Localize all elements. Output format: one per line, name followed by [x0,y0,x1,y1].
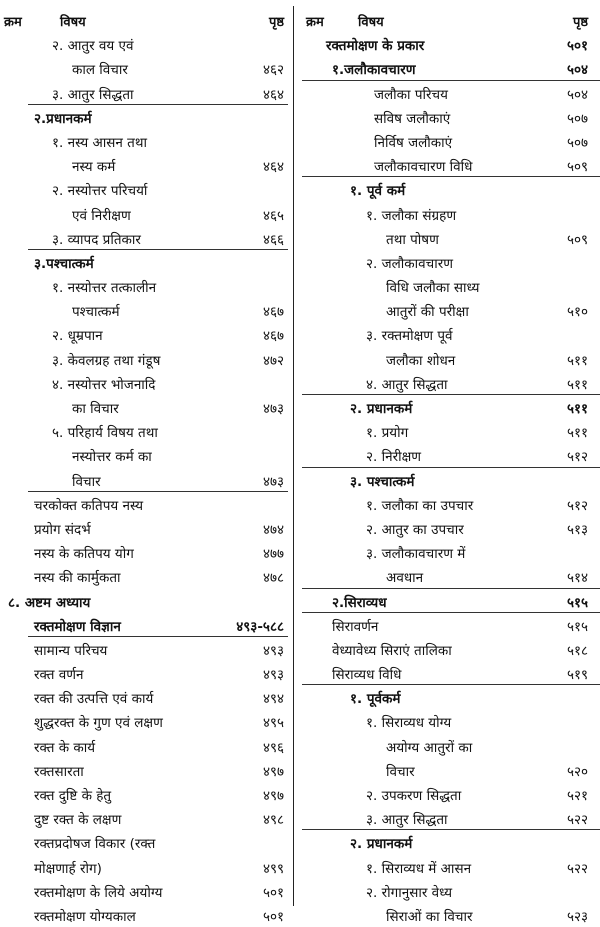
entry-title: सामान्य परिचय [34,642,108,659]
entry-page: ५२३ [566,908,588,925]
entry-page: ५०७ [566,134,588,151]
toc-entry [0,322,288,346]
toc-entry [0,589,288,613]
entry-page: ५१४ [566,570,588,587]
entry-page: ५१३ [566,521,588,538]
entry-title: ४. आतुर सिद्धता [366,376,448,393]
toc-entry [0,56,288,80]
entry-title: रक्तसारता [34,763,84,780]
entry-title: ३. आतुर सिद्धता [52,86,134,103]
entry-page: ५११ [566,352,588,369]
toc-entry [0,105,288,129]
entry-page: ५२१ [566,788,588,804]
entry-title: नस्य के कतिपय योग [34,546,134,563]
entry-title: ३. व्यापद प्रतिकार [52,231,141,248]
toc-entry [302,661,600,685]
toc-entry [302,613,600,637]
entry-page: ५०४ [566,86,588,103]
toc-entry [302,685,600,709]
entry-page: ५०१ [262,908,284,925]
entry-title: शुद्धरक्त के गुण एवं लक्षण [34,715,163,732]
entry-title: २. उपकरण सिद्धता [366,788,462,804]
entry-title: सिराओं का विचार [386,908,473,925]
entry-title: रक्तप्रदोषज विकार (रक्त [34,836,156,853]
entry-title: रक्त वर्णन [34,667,84,684]
entry-title: १. जलौका संग्रहण [366,207,457,224]
entry-title: २. जलौकावचारण [366,255,453,272]
entry-page: ४७३ [262,401,284,417]
toc-entry [0,177,288,201]
toc-entry [0,855,288,879]
entry-title: १.जलौकावचारण [332,62,416,79]
entry-title: ३. केवलग्रह तथा गंडूष [52,352,161,369]
toc-entry [302,492,600,516]
toc-entry [302,709,600,733]
toc-entry [302,443,600,467]
toc-entry [302,830,600,854]
entry-title: २. निरीक्षण [366,449,422,466]
entry-page: ४६४ [262,159,284,176]
entry-title: २. आतुर का उपचार [366,521,464,538]
toc-entry [302,105,600,129]
toc-entry [0,903,288,927]
entry-title: मोक्षणार्ह रोग) [34,860,102,877]
toc-entry [0,709,288,733]
entry-page: ४९३ [262,667,284,684]
entry-page: ४६२ [262,62,284,79]
entry-title: निर्विष जलौकाएं [374,134,453,151]
entry-title: २.प्रधानकर्म [34,110,92,127]
entry-title: नस्य की कार्मुकता [34,570,121,587]
entry-page: ४९३ [262,642,284,659]
entry-page: ५०९ [566,159,588,176]
toc-entry [0,685,288,709]
entry-page: ५२२ [566,812,588,829]
entry-page: ४९९ [262,860,284,877]
toc-entry [302,806,600,830]
toc-entry [302,202,600,226]
toc-entry [302,419,600,443]
entry-title: २. धूम्रपान [52,328,103,345]
entry-title: सिराव्यध विधि [332,667,402,684]
prishth-header: पृष्ठ [572,15,588,30]
toc-entry [0,395,288,419]
entry-title: १. पूर्व कर्म [350,183,406,200]
entry-title: नस्य कर्म [72,159,116,176]
toc-entry [0,419,288,443]
toc-entry [302,564,600,588]
toc-entry [0,274,288,298]
entry-page: ४९३-५८८ [236,618,284,635]
entry-page: ४९७ [262,763,284,780]
entry-page: ५२२ [566,860,588,877]
entry-title: रक्त दुष्टि के हेतु [34,788,112,804]
toc-entry [302,855,600,879]
entry-page: ५१२ [566,497,588,514]
entry-page: ४७३ [262,473,284,490]
entry-title: विचार [72,473,101,490]
entry-page: ४६७ [262,328,284,345]
toc-entry [302,782,600,806]
toc-entry [0,347,288,371]
toc-entry [0,613,288,637]
toc-entry [0,81,288,105]
entry-title: एवं निरीक्षण [72,207,131,224]
toc-entry [302,589,600,613]
toc-entry [0,879,288,903]
entry-page: ४६४ [262,86,284,103]
entry-title: रक्तमोक्षण के प्रकार [326,38,425,55]
entry-page: ४७४ [262,521,284,538]
entry-page: ५१५ [566,618,588,635]
entry-title: प्रयोग संदर्भ [34,521,91,538]
toc-entry [0,32,288,56]
entry-page: ५२० [566,763,588,780]
entry-title: रक्तमोक्षण योग्यकाल [34,908,136,925]
entry-title: वेध्यावेध्य सिराएं तालिका [332,642,452,659]
entry-title: नस्योत्तर कर्म का [72,449,152,466]
entry-page: ४७२ [262,352,284,369]
entry-title: का विचार [72,401,119,417]
toc-entry [0,371,288,395]
entry-title: जलौकावचारण विधि [374,159,473,176]
entry-title: सविष जलौकाएं [374,110,451,127]
entry-title: विधि जलौका साध्य [386,280,480,297]
left-header-row [0,8,288,32]
entry-page: ४९५ [262,715,284,732]
toc-entry [0,468,288,492]
toc-entry [0,637,288,661]
entry-page: ४६७ [262,304,284,321]
toc-entry [0,564,288,588]
entry-title: आतुरों की परीक्षा [386,304,469,321]
toc-entry [0,830,288,854]
entry-page: ४९६ [262,739,284,756]
toc-entry [302,298,600,322]
toc-entry [0,226,288,250]
kram-header: क्रम [4,15,22,30]
entry-page: ४६५ [262,207,284,224]
entry-title: रक्तमोक्षण के लिये अयोग्य [34,884,163,901]
entry-title: जलौका शोधन [386,352,456,369]
toc-entry [302,226,600,250]
toc-entry [0,806,288,830]
toc-entry [302,879,600,903]
toc-entry [302,468,600,492]
entry-page: ५०१ [566,38,588,55]
entry-title: १. पूर्वकर्म [350,691,401,708]
toc-entry [0,202,288,226]
entry-title: ३. जलौकावचारण में [366,546,466,563]
toc-entry [302,129,600,153]
toc-entry [302,395,600,419]
entry-title: विचार [386,763,415,780]
vishay-header: विषय [358,15,384,30]
entry-page: ५११ [566,401,588,417]
column-divider [293,6,294,906]
toc-entry [302,540,600,564]
entry-title: रक्तमोक्षण विज्ञान [34,618,121,635]
toc-entry [302,32,600,56]
entry-page: ५०४ [566,62,588,79]
entry-title: ४. नस्योत्तर भोजनादि [52,376,156,393]
entry-title: ५. परिहार्य विषय तथा [52,425,158,442]
toc-entry [302,81,600,105]
toc-entry [0,129,288,153]
entry-page: ५०७ [566,110,588,127]
right-header-row [302,8,600,32]
toc-entry [0,492,288,516]
entry-page: ५१९ [566,667,588,684]
toc-entry [0,516,288,540]
entry-title: २. रोगानुसार वेध्य [366,884,453,901]
entry-title: पश्चात्कर्म [72,304,120,321]
toc-entry [0,540,288,564]
entry-page: ५१५ [566,594,588,611]
entry-page: ५१० [566,304,588,321]
entry-title: ३. रक्तमोक्षण पूर्व [366,328,453,345]
left-column [0,8,288,927]
entry-title: सिरावर्णन [332,618,379,635]
entry-title: १. नस्य आसन तथा [52,134,147,151]
toc-entry [302,734,600,758]
entry-page: ५११ [566,376,588,393]
toc-entry [302,250,600,274]
toc-entry [302,274,600,298]
entry-page: ४९४ [262,691,284,708]
prishth-header: पृष्ठ [268,15,284,30]
toc-entry [0,734,288,758]
toc-entry [0,782,288,806]
entry-title: ३. आतुर सिद्धता [366,812,448,829]
toc-entry [302,177,600,201]
kram-header: क्रम [306,15,324,30]
entry-title: काल विचार [72,62,128,79]
entry-title: १. सिराव्यध योग्य [366,715,452,732]
toc-entry [302,153,600,177]
vishay-header: विषय [60,15,86,30]
entry-title: २. प्रधानकर्म [350,401,413,417]
entry-page: ५०१ [262,884,284,901]
right-column [302,8,600,927]
entry-title: चरकोक्त कतिपय नस्य [34,497,144,514]
entry-page: ४६६ [262,231,284,248]
entry-title: १. प्रयोग [366,425,409,442]
entry-title: अवधान [386,570,424,587]
entry-title: रक्त के कार्य [34,739,96,756]
entry-title: २. नस्योत्तर परिचर्या [52,183,148,200]
toc-entry [302,56,600,80]
entry-title: ३.पश्चात्कर्म [34,255,94,272]
toc-entry [302,322,600,346]
toc-entry [302,516,600,540]
toc-entry [0,443,288,467]
toc-entry [302,758,600,782]
toc-entry [0,661,288,685]
entry-title: ३. पश्चात्कर्म [350,473,415,490]
entry-title: ८. अष्टम अध्याय [8,594,91,611]
entry-title: १. जलौका का उपचार [366,497,474,514]
entry-page: ४७७ [262,546,284,563]
entry-title: रक्त की उत्पत्ति एवं कार्य [34,691,154,708]
toc-entry [0,250,288,274]
toc-entry [0,298,288,322]
entry-title: १. नस्योत्तर तत्कालीन [52,280,157,297]
toc-entry [0,153,288,177]
entry-page: ५११ [566,425,588,442]
entry-title: २. आतुर वय एवं [52,38,134,55]
entry-title: २.सिराव्यध [332,594,387,611]
entry-title: २. प्रधानकर्म [350,836,413,853]
toc-entry [0,758,288,782]
entry-page: ५१८ [566,642,588,659]
toc-entry [302,371,600,395]
toc-entry [302,347,600,371]
entry-page: ५१२ [566,449,588,466]
entry-title: जलौका परिचय [374,86,448,103]
entry-title: १. सिराव्यध में आसन [366,860,472,877]
entry-page: ४९८ [262,812,284,829]
entry-title: तथा पोषण [386,231,439,248]
entry-page: ५०९ [566,231,588,248]
entry-title: अयोग्य आतुरों का [386,739,473,756]
toc-entry [302,637,600,661]
entry-page: ४९७ [262,788,284,804]
toc-entry [302,903,600,927]
entry-page: ४७८ [262,570,284,587]
entry-title: दुष्ट रक्त के लक्षण [34,812,122,829]
